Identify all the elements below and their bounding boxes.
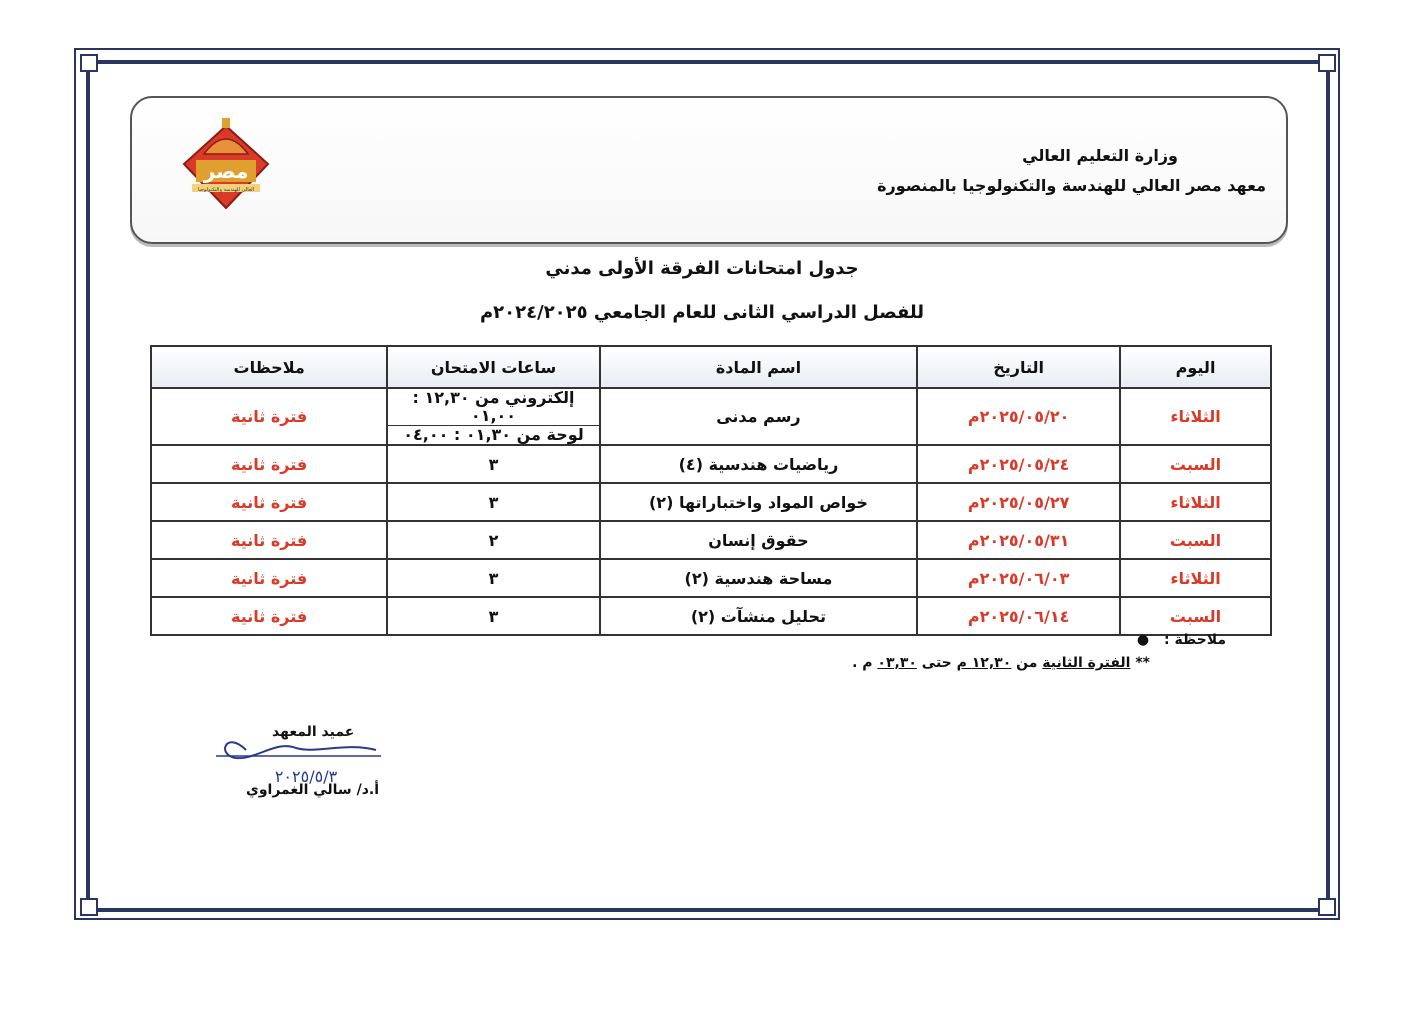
logo-text: مصر (203, 159, 249, 183)
dean-title: عميد المعهد (272, 724, 355, 740)
frame-corner (80, 54, 98, 72)
institute-name: معهد مصر العالي للهندسة والتكنولوجيا بالمنصورة (877, 176, 1266, 195)
frame-corner (1318, 54, 1336, 72)
cell-date: ٢٠٢٥/٠٥/٢٧م (917, 483, 1120, 521)
note-label-text: ملاحظة : (1164, 632, 1226, 648)
cell-hours: ٣ (387, 445, 599, 483)
table-row (151, 388, 1271, 445)
cell-notes: فترة ثانية (151, 483, 387, 521)
cell-hours: ٣ (387, 483, 599, 521)
table-row (151, 559, 1271, 597)
header-hours: ساعات الامتحان (387, 346, 599, 388)
cell-date: ٢٠٢٥/٠٥/٣١م (917, 521, 1120, 559)
cell-subject: رسم مدنى (600, 388, 917, 445)
note-start-suffix: م (956, 655, 972, 671)
cell-notes: فترة ثانية (151, 597, 387, 635)
cell-notes: فترة ثانية (151, 521, 387, 559)
cell-subject: حقوق إنسان (600, 521, 917, 559)
note-period-line (852, 655, 1150, 671)
table-header-row (151, 346, 1271, 388)
cell-date: ٢٠٢٥/٠٦/١٤م (917, 597, 1120, 635)
hours-board: لوحة من ٠١,٣٠ : ٠٤,٠٠ (403, 425, 584, 444)
table-row (151, 521, 1271, 559)
frame-corner (1318, 898, 1336, 916)
logo-subtext: العالي للهندسة والتكنولوجيا (197, 187, 255, 193)
cell-day: الثلاثاء (1120, 559, 1271, 597)
exam-schedule-table (150, 345, 1272, 636)
cell-notes: فترة ثانية (151, 388, 387, 445)
table-row (151, 483, 1271, 521)
signature-date: ٢٠٢٥/٥/٣ (274, 767, 338, 786)
table-row (151, 597, 1271, 635)
cell-subject: مساحة هندسية (٢) (600, 559, 917, 597)
cell-day: الثلاثاء (1120, 388, 1271, 445)
cell-subject: تحليل منشآت (٢) (600, 597, 917, 635)
cell-day: السبت (1120, 445, 1271, 483)
schedule-subtitle: للفصل الدراسي الثانى للعام الجامعي ٢٠٢٤/٢٠٢٥م (479, 302, 925, 323)
cell-day: السبت (1120, 597, 1271, 635)
cell-day: السبت (1120, 521, 1271, 559)
note-period: الفترة الثانية (1042, 655, 1131, 671)
cell-subject: رياضيات هندسية (٤) (600, 445, 917, 483)
hours-electronic: إلكتروني من ١٢,٣٠ : ٠١,٠٠ (388, 389, 598, 426)
note-until: حتى (916, 655, 957, 671)
cell-day: الثلاثاء (1120, 483, 1271, 521)
note-start-time: ١٢,٣٠ (971, 655, 1012, 671)
header-box (130, 96, 1288, 244)
header-subject: اسم المادة (600, 346, 917, 388)
note-prefix: ** (1130, 655, 1150, 671)
schedule-title: جدول امتحانات الفرقة الأولى مدني (545, 258, 859, 279)
cell-notes: فترة ثانية (151, 445, 387, 483)
header-date: التاريخ (917, 346, 1120, 388)
note-end-suffix: م . (852, 655, 878, 671)
institute-logo (176, 116, 276, 212)
cell-hours: ٢ (387, 521, 599, 559)
cell-hours: ٣ (387, 597, 599, 635)
cell-subject: خواص المواد واختباراتها (٢) (600, 483, 917, 521)
header-day: اليوم (1120, 346, 1271, 388)
cell-date: ٢٠٢٥/٠٥/٢٤م (917, 445, 1120, 483)
note-label (1137, 632, 1226, 648)
table-row (151, 445, 1271, 483)
note-from: من (1011, 655, 1043, 671)
bullet-icon: ● (1136, 632, 1150, 648)
ministry-name: وزارة التعليم العالي (1022, 146, 1178, 165)
cell-date: ٢٠٢٥/٠٦/٠٣م (917, 559, 1120, 597)
cell-notes: فترة ثانية (151, 559, 387, 597)
frame-corner (80, 898, 98, 916)
cell-hours: ٣ (387, 559, 599, 597)
header-notes: ملاحظات (151, 346, 387, 388)
dean-name: أ.د/ سالي الغمراوي (246, 782, 379, 798)
cell-date: ٢٠٢٥/٠٥/٢٠م (917, 388, 1120, 445)
cell-hours (387, 388, 599, 445)
note-end-time: ٠٣,٣٠ (877, 655, 917, 671)
